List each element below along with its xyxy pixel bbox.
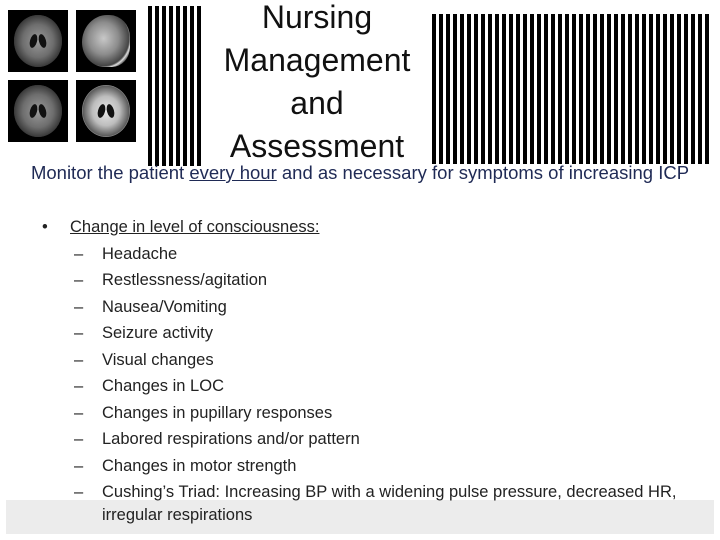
dash-marker: – <box>74 350 84 369</box>
title-line-3: and <box>290 85 344 121</box>
list-item-text: Visual changes <box>102 350 214 369</box>
list-item-text: Changes in LOC <box>102 377 224 395</box>
title-line-1: Nursing <box>261 0 373 35</box>
mri-axial-image-3 <box>76 80 136 142</box>
list-item-text: Seizure activity <box>102 324 213 342</box>
list-item-text: Restlessness/agitation <box>102 271 268 289</box>
list-item-text: Changes in pupillary responses <box>102 403 333 422</box>
list-item <box>74 294 682 321</box>
subtitle-underlined-text: every hour <box>189 162 277 183</box>
dash-marker: – <box>74 430 84 448</box>
list-item <box>74 347 682 374</box>
bullet-content <box>42 214 682 527</box>
main-bullet <box>42 214 682 241</box>
dash-marker: – <box>74 271 84 289</box>
list-item <box>74 373 682 400</box>
list-item <box>74 400 682 427</box>
sub-bullet-list <box>42 241 682 528</box>
list-item <box>74 241 682 268</box>
slide-subtitle <box>30 160 690 186</box>
barcode-stripes-left <box>148 6 204 166</box>
subtitle-text-before: Monitor the patient <box>30 162 190 183</box>
slide-title <box>212 0 422 168</box>
dash-marker: – <box>74 297 84 316</box>
dash-marker: – <box>74 244 84 263</box>
title-line-2: Management <box>223 42 411 78</box>
list-item <box>74 479 682 527</box>
list-item-text: Changes in motor strength <box>102 456 297 475</box>
list-item <box>74 267 682 294</box>
subtitle-text-after: and as necessary for symptoms of increasing ICP <box>276 162 690 183</box>
list-item <box>74 453 682 480</box>
dash-marker: – <box>74 377 84 395</box>
main-bullet-text: Change in level of consciousness: <box>70 218 320 236</box>
barcode-stripes-right <box>432 14 712 164</box>
dash-marker: – <box>74 456 84 475</box>
list-item-text: Cushing’s Triad: Increasing BP with a widening pulse pressure, decreased HR, irregular respirations <box>102 483 677 524</box>
mri-axial-image-1 <box>8 10 68 72</box>
list-item <box>74 426 682 453</box>
bullet-dot: • <box>42 218 48 236</box>
mri-axial-image-2 <box>8 80 68 142</box>
list-item <box>74 320 682 347</box>
list-item-text: Labored respirations and/or pattern <box>102 430 360 448</box>
list-item-text: Headache <box>102 244 178 263</box>
list-item-text: Nausea/Vomiting <box>102 297 227 316</box>
dash-marker: – <box>74 403 84 422</box>
title-line-4: Assessment <box>229 128 405 164</box>
dash-marker: – <box>74 483 84 501</box>
mri-sagittal-image <box>76 10 136 72</box>
dash-marker: – <box>74 324 84 342</box>
